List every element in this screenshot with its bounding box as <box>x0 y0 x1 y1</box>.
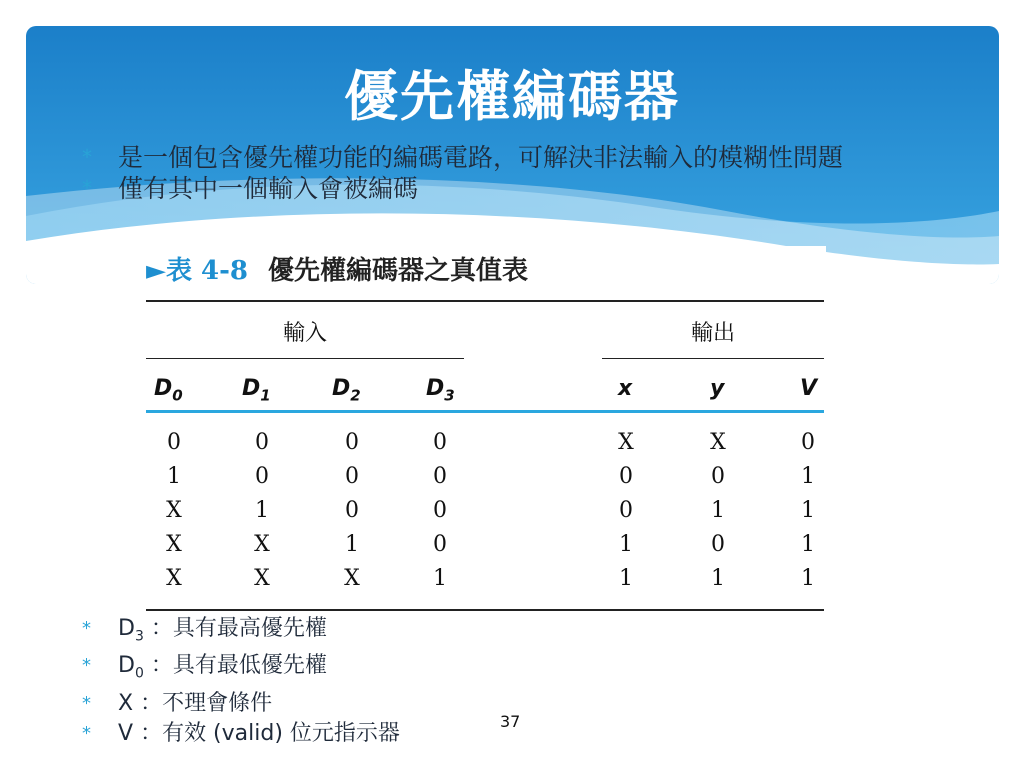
col-head-x: x <box>618 376 633 401</box>
top-rule <box>146 300 824 302</box>
table-cell: 0 <box>433 532 447 557</box>
bullet-item <box>80 651 580 688</box>
table-cell: 0 <box>255 464 269 489</box>
table-cell: 1 <box>801 566 815 591</box>
bullet-asterisk-icon: * <box>82 655 91 677</box>
col-head-d0: $D_0$ <box>154 376 183 405</box>
bullet-text: X ：不理會條件 <box>118 690 273 716</box>
header-rule <box>146 410 824 413</box>
bullet-asterisk-icon: * <box>82 176 92 200</box>
table-cell: 0 <box>433 464 447 489</box>
table-number: ►表 4-8 <box>146 256 249 286</box>
col-head-d1: $D_1$ <box>242 376 271 405</box>
table-cell: X <box>166 498 182 523</box>
bullet-asterisk-icon: * <box>82 618 91 639</box>
top-bullet-list <box>80 142 950 204</box>
table-cell: 0 <box>167 430 181 455</box>
table-cell: 0 <box>619 498 633 523</box>
table-cell: 1 <box>801 532 815 557</box>
col-head-v: V <box>800 376 818 401</box>
bottom-rule <box>146 609 824 611</box>
table-cell: 0 <box>255 430 269 455</box>
bullet-text: $D_0$ ：具有最低優先權 <box>118 653 327 682</box>
table-cell: X <box>710 430 726 455</box>
table-cell: 1 <box>801 464 815 489</box>
table-cell: 0 <box>711 464 725 489</box>
table-cell: X <box>618 430 634 455</box>
page-number: 37 <box>500 712 521 731</box>
table-cell: X <box>254 532 270 557</box>
table-cell: 0 <box>801 430 815 455</box>
col-head-y: y <box>710 376 725 401</box>
table-cell: 0 <box>345 464 359 489</box>
table-cell: 1 <box>167 464 181 489</box>
table-cell: 0 <box>433 430 447 455</box>
bullet-item <box>80 142 950 173</box>
inputs-rule <box>146 358 464 359</box>
table-cell: X <box>254 566 270 591</box>
table-cell: 0 <box>433 498 447 523</box>
table-cell: X <box>166 566 182 591</box>
truth-table <box>146 246 826 612</box>
slide-title: 優先權編碼器 <box>344 65 680 128</box>
table-name: 優先權編碼器之真值表 <box>268 256 529 286</box>
table-cell: 0 <box>619 464 633 489</box>
bullet-item <box>80 173 950 204</box>
col-head-d3: $D_3$ <box>426 376 455 405</box>
table-cell: X <box>166 532 182 557</box>
table-cell: 1 <box>255 498 269 523</box>
group-head-outputs: 輸出 <box>690 321 735 346</box>
table-cell: 0 <box>345 430 359 455</box>
bullet-asterisk-icon: * <box>82 145 92 169</box>
table-caption <box>146 250 528 287</box>
bullet-text: $D_3$ ：具有最高優先權 <box>118 616 327 645</box>
group-head-inputs: 輸入 <box>282 321 327 346</box>
table-cell: 1 <box>433 566 447 591</box>
col-head-d2: $D_2$ <box>332 376 361 405</box>
bullet-text: 僅有其中一個輸入會被編碼 <box>118 174 419 203</box>
table-cell: 1 <box>801 498 815 523</box>
bullet-text: V ：有效 (valid) 位元指示器 <box>118 720 400 746</box>
bullet-asterisk-icon: * <box>82 722 91 744</box>
table-cell: 0 <box>711 532 725 557</box>
table-cell: 1 <box>619 566 633 591</box>
table-cell: 1 <box>345 532 359 557</box>
table-cell: 1 <box>711 498 725 523</box>
bullet-text: 是一個包含優先權功能的編碼電路，可解決非法輸入的模糊性問題 <box>118 143 844 172</box>
outputs-rule <box>602 358 824 359</box>
table-cell: 0 <box>345 498 359 523</box>
bullet-item <box>80 614 580 651</box>
table-cell: X <box>344 566 360 591</box>
table-cell: 1 <box>619 532 633 557</box>
table-cell: 1 <box>711 566 725 591</box>
bullet-asterisk-icon: * <box>82 692 91 714</box>
